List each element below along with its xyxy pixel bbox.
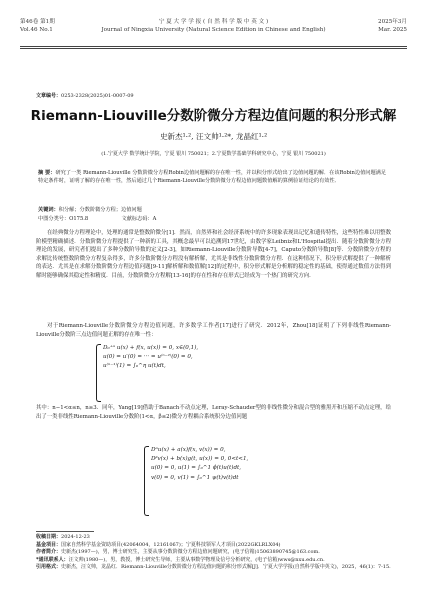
equation-2-line: Dᵅu(x) + a(x)f(x, v(x)) = 0, <box>151 447 226 453</box>
article-number <box>36 92 134 99</box>
footnote-rule <box>36 531 94 532</box>
abstract-label: 摘 要： <box>38 170 56 176</box>
equation-2-brace <box>144 446 149 516</box>
header-rule <box>20 46 407 47</box>
article-number-label: 文章编号： <box>36 93 62 99</box>
abstract-text: 研究了一类 Riemann-Liouville 分数阶微分方程Robin边值问题解的存在唯一性，并以积分形式给出了边值问题的解．在该Robin边值问题满足特定条件时，证明了解的存在唯一性，然后通过几个Riemann-Liouville分数阶微分方程边值问题数值解的算例验证结论的有效性． <box>38 170 387 185</box>
abstract <box>38 169 389 186</box>
running-header <box>20 18 407 46</box>
issue-date <box>378 18 407 34</box>
equation-2-line: Dᵝv(x) + b(x)g(t, u(x)) = 0, 0<t<1, <box>151 456 249 463</box>
keywords <box>38 206 389 213</box>
author-bio <box>36 549 391 557</box>
volume-cn: 第46卷 第1期 <box>20 19 55 25</box>
corresponding-value: 汪文帅(1980—)，男，教授，博士研究生导师，主要从事数学物理及信号分析研究，(电子信箱)wws@nxu.edu.cn. <box>68 556 325 563</box>
journal-cn: 宁 夏 大 学 学 报 ( 自 然 科 学 版 中 英 文 ) <box>158 19 269 25</box>
citation-value: 史新杰，汪文帅，龙晶红．Riemann-Liouville分数阶微分方程边值问题的积分形式解[J]．宁夏大学学报(自然科学版中英文)，2025，46(1)：7-15. <box>61 564 391 571</box>
document-code: 文献标志码：A <box>121 216 157 222</box>
equation-1-line: u(0) = u′(0) = ··· = u⁽ⁿ⁻²⁾(0) = 0, <box>103 354 193 361</box>
header-rule-thin <box>20 48 407 49</box>
equation-1-line: D₀⁺ᵅ u(x) + f(x, u(x)) = 0, x∈(0,1), <box>103 345 199 351</box>
equation-2 <box>144 446 354 516</box>
paper-title: Riemann-Liouville分数阶微分方程边值问题的积分形式解 <box>30 108 397 124</box>
citation <box>36 564 391 572</box>
clc-number: 中图分类号：O175.8 <box>38 216 89 222</box>
volume-en: Vol.46 No.1 <box>20 27 53 33</box>
date-en: Mar. 2025 <box>378 27 407 33</box>
article-number-value: 0253-2328(2025)01-0007-09 <box>61 93 134 99</box>
equation-2-line: u(0) = 0, u(1) = ∫₀^1 ϕ(t)u(t)dt, <box>151 465 242 472</box>
citation-label: 引用格式： <box>36 564 62 571</box>
classification <box>38 215 389 222</box>
yang-paragraph: 其中：n−1<α≤n，n≥3．同年，Yang[19]借助于Banach不动点定理，Leray-Schauder型的非线性微分和混合型的雅黑开和压缩不动点定理，给出了一类非线性Riemann-Liouville分数阶(1<α，β≤2)微分方程耦合系统积分边值问题 <box>36 405 391 420</box>
intro-paragraph: 在经典微分方程理论中，处理的通常是整数阶微分[1]．然而，自然界和社会经济系统中的许多现象表现出记忆和遗传特性，这些特性难以用整数阶模型精确描述．分数阶微分方程提供了一种新的工具，其概念最早可以追溯到17世纪，由数学家Leibniz和L'Hospital提出．随着分数阶微分方程理论的发展，研究者们提出了多种分数阶导数的定义[2-3]，如Riemann-Liouville分数阶导数[4-7]，Caputo分数阶导数[8]等．分数阶微分方程的求解比传统整数阶微分方程复杂得多，许多分数阶微分方程没有解析解，尤其是非线性分数阶微分方程．在这种情况下，积分形式解提供了一种解析的表达．尤其是在求解分数阶微分方程边值问题[9-11]解析解和数值解[12]的过程中，积分形式解是分析解的稳定性的基础，使得通过数值方法得到解时能够确保其稳定性和精度．目前，分数阶微分方程解[13-16]的存在性和存在形式已经成为一个热门的研究方向． <box>36 230 391 279</box>
received-value: 2024-12-23 <box>61 534 90 540</box>
received-date <box>36 534 391 542</box>
zhou-paragraph: 对于Riemann-Liouville分数阶微分方程边值问题，许多数学工作者[17]进行了研究．2012年，Zhou[18]证明了下列非线性Riemann-Liouville分数阶三点边值问题正解的存在唯一性： <box>36 323 391 338</box>
equation-1 <box>96 344 326 402</box>
keywords-text: 积分解；分数阶微分方程；边值问题 <box>58 207 142 213</box>
funding-value: 国家自然科学基金资助项目(42064004，12161067)；宁夏科技领军人才项目(2022GKLRLX04) <box>61 541 281 548</box>
author-bio-value: 史新杰(1997—)，男，博士研究生，主要从事分数阶微分方程边值问题研究，(电子信箱)15063890745@163.com. <box>61 549 320 556</box>
author-bio-label: 作者简介： <box>36 549 62 556</box>
journal-en: Journal of Ningxia University (Natural Science Edition in Chinese and English) <box>101 27 326 33</box>
footnotes <box>36 534 391 572</box>
authors: 史新杰¹·², 汪文帅¹·²*, 龙晶红¹·² <box>159 132 268 141</box>
corresponding-label: *通讯联系人： <box>36 556 69 563</box>
date-cn: 2025年3月 <box>378 19 407 25</box>
keywords-label: 关键词： <box>38 207 59 213</box>
equation-1-line: u⁽ⁿ⁻¹⁾(1) = ∫₀^η u(t)dt, <box>103 363 166 370</box>
affiliations: (1.宁夏大学 数学统计学院，宁夏 银川 750021；2.宁夏数学基础学科研究中心，宁夏 银川 750021) <box>101 151 326 157</box>
equation-1-brace <box>96 344 101 402</box>
equation-2-line: v(0) = 0, v(1) = ∫₀^1 ψ(t)v(t)dt <box>151 474 239 481</box>
received-label: 收稿日期： <box>36 534 62 540</box>
funding-label: 基金项目： <box>36 541 62 548</box>
journal-name <box>20 18 407 34</box>
